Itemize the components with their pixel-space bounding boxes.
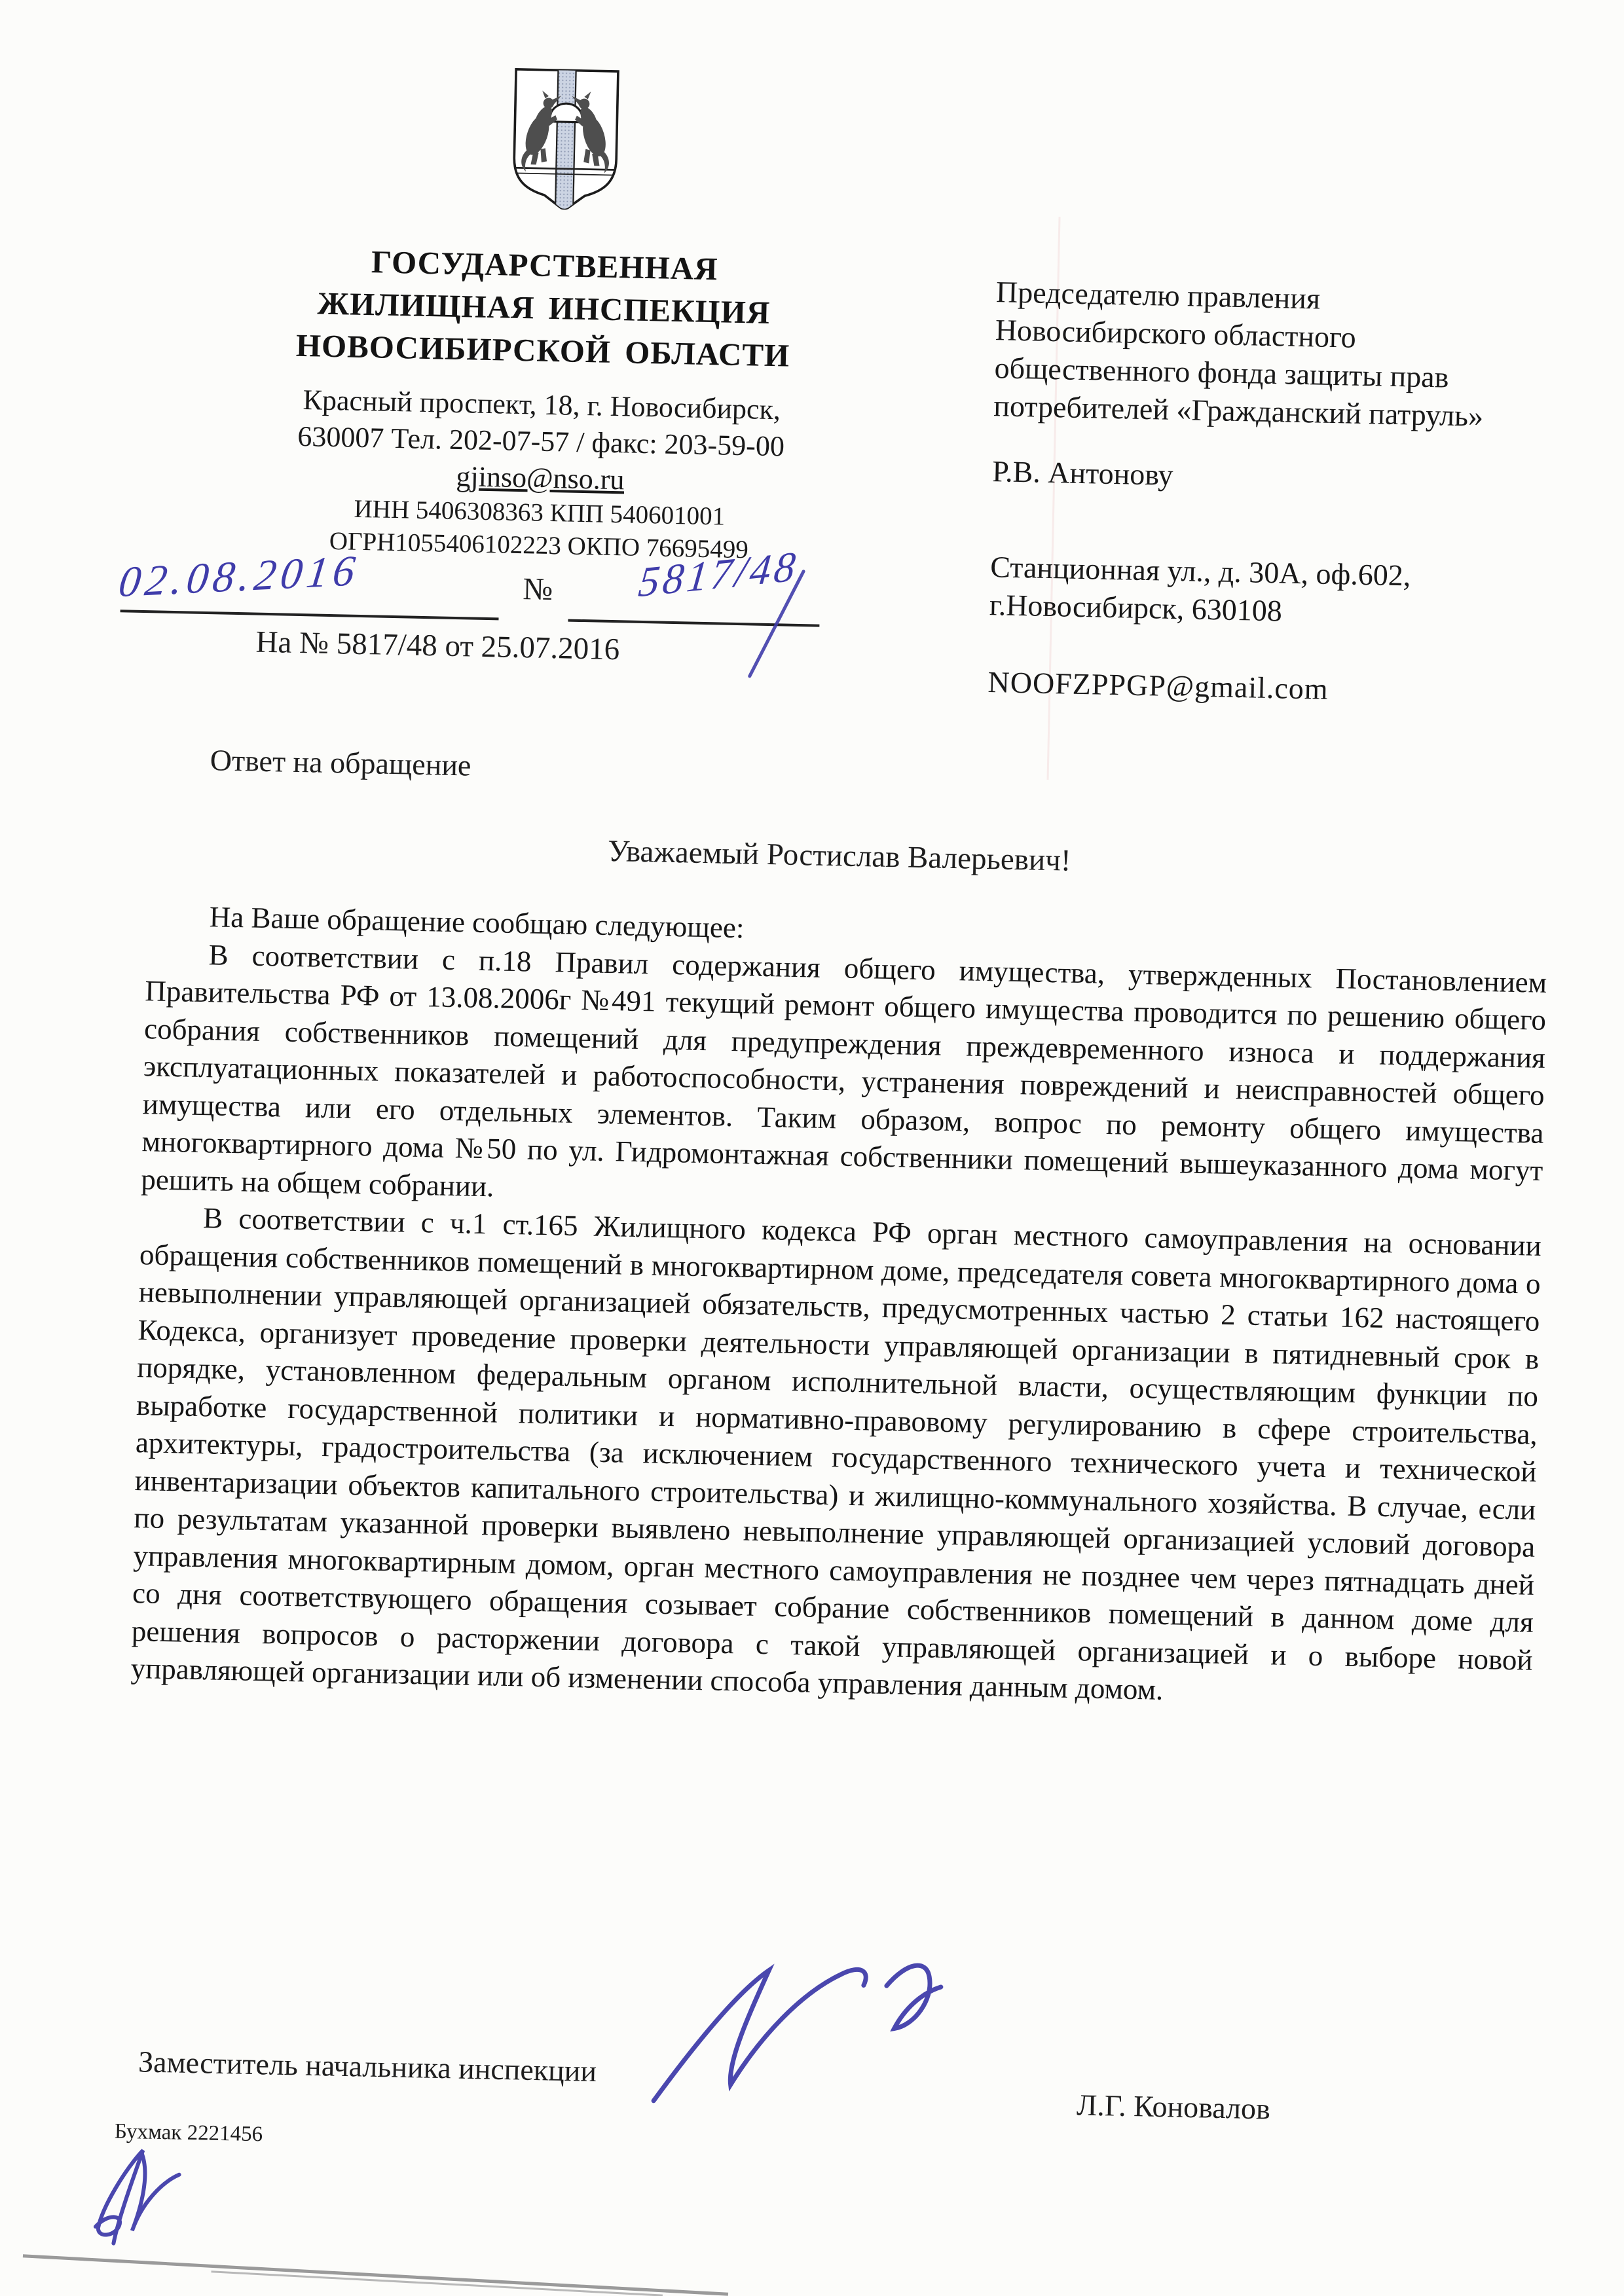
letterhead-phone-line: 630007 Тел. 202-07-57 / факс: 203-59-00	[297, 420, 785, 463]
recipient-line: общественного фонда защиты прав	[994, 351, 1449, 394]
scan-artifact-line	[14, 2241, 775, 2296]
recipient-line: Новосибирского областного	[995, 313, 1357, 354]
number-underline	[568, 619, 819, 627]
org-name-line: НОВОСИБИРСКОЙ ОБЛАСТИ	[295, 327, 790, 374]
subject-line: Ответ на обращение	[210, 743, 471, 782]
number-sign: №	[522, 572, 553, 608]
recipient-address-line: Станционная ул., д. 30А, оф.602,	[989, 550, 1411, 592]
org-name-line: ЖИЛИЩНАЯ ИНСПЕКЦИЯ	[317, 285, 771, 331]
novosibirsk-oblast-coat-of-arms-icon	[502, 63, 630, 211]
salutation: Уважаемый Ростислав Валерьевич!	[607, 833, 1071, 878]
recipient-block	[987, 273, 1598, 714]
letterhead-inn-kpp: ИНН 5406308363 КПП 540601001	[354, 494, 726, 531]
letterhead-ogrn-okpo: ОГРН1055406102223 ОКПО 76695499	[329, 526, 749, 564]
official-signature-stroke	[640, 1940, 1010, 2144]
recipient-line: Председателю правления	[995, 275, 1321, 316]
letterhead-email: gjinso@nso.ru	[456, 460, 625, 496]
signature-name: Л.Г. Коновалов	[1076, 2088, 1271, 2126]
executor-note: Бухмак 2221456	[114, 2119, 263, 2147]
letterhead-contacts	[194, 380, 885, 570]
body-paragraph: В соответствии с п.18 Правил содержания общего имущества, утвержденных Постановлением Правительства РФ от 13.08.2006г №491 текущий ремонт общего имущества проводится по решению общего собрания собственников помещений для предупреждения преждевременного износа и поддержания эксплуатационных показателей и работоспособности, устранения повреждений и неисправностей общего имущества или его отдельных элементов. Таким образом, вопрос по ремонту общего имущества многоквартирного дома №50 по ул. Гидромонтажная собственники помещений вышеуказанного дома могут решить на общем собрании.	[140, 938, 1547, 1203]
recipient-address	[989, 548, 1593, 636]
reference-number-line: На № 5817/48 от 25.07.2016	[255, 625, 620, 667]
recipient-email: NOOFZPPGP@gmail.com	[987, 665, 1329, 706]
letter-body	[130, 897, 1548, 1717]
letterhead-address-line: Красный проспект, 18, г. Новосибирск,	[303, 384, 781, 426]
handwritten-number: 5817/48	[636, 542, 802, 606]
body-paragraph: На Ваше обращение сообщаю следующее:	[209, 900, 745, 945]
recipient-name: Р.В. Антонову	[991, 454, 1173, 492]
letterhead-org-name	[199, 237, 889, 379]
recipient-line: потребителей «Гражданский патруль»	[993, 389, 1484, 433]
handwritten-date: 02.08.2016	[116, 546, 363, 607]
recipient-address-line: г.Новосибирск, 630108	[989, 588, 1283, 628]
org-name-line: ГОСУДАРСТВЕННАЯ	[371, 244, 719, 287]
date-underline	[120, 610, 499, 620]
body-paragraph: В соответствии с ч.1 ст.165 Жилищного кодекса РФ орган местного самоуправления на основании обращения собственников помещений в многоквартирном доме, председателя совета многоквартирного дома о невыполнении управляющей организацией обязательств, предусмотренных частью 2 статьи 162 настоящего Кодекса, организует проведение проверки деятельности управляющей организации в пятидневный срок в порядке, установленном федеральным органом исполнительной власти, осуществляющим функции по выработке государственной политики и нормативно-правовому регулированию в сфере строительства, архитектуры, градостроительства (за исключением государственного технического учета и технической инвентаризации объектов капитального строительства) и жилищно-коммунального хозяйства. В случае, если по результатам указанной проверки выявлено невыполнение управляющей организацией условий договора управления многоквартирным домом, орган местного самоуправления не позднее чем через пятнадцать дней со дня соответствующего обращения созывает собрание собственников помещений в данном доме для решения вопросов о расторжении договора с такой управляющей организацией и о выборе новой управляющей организации или об изменении способа управления данным домом.	[130, 1201, 1542, 1706]
signature-title: Заместитель начальника инспекции	[138, 2045, 597, 2088]
